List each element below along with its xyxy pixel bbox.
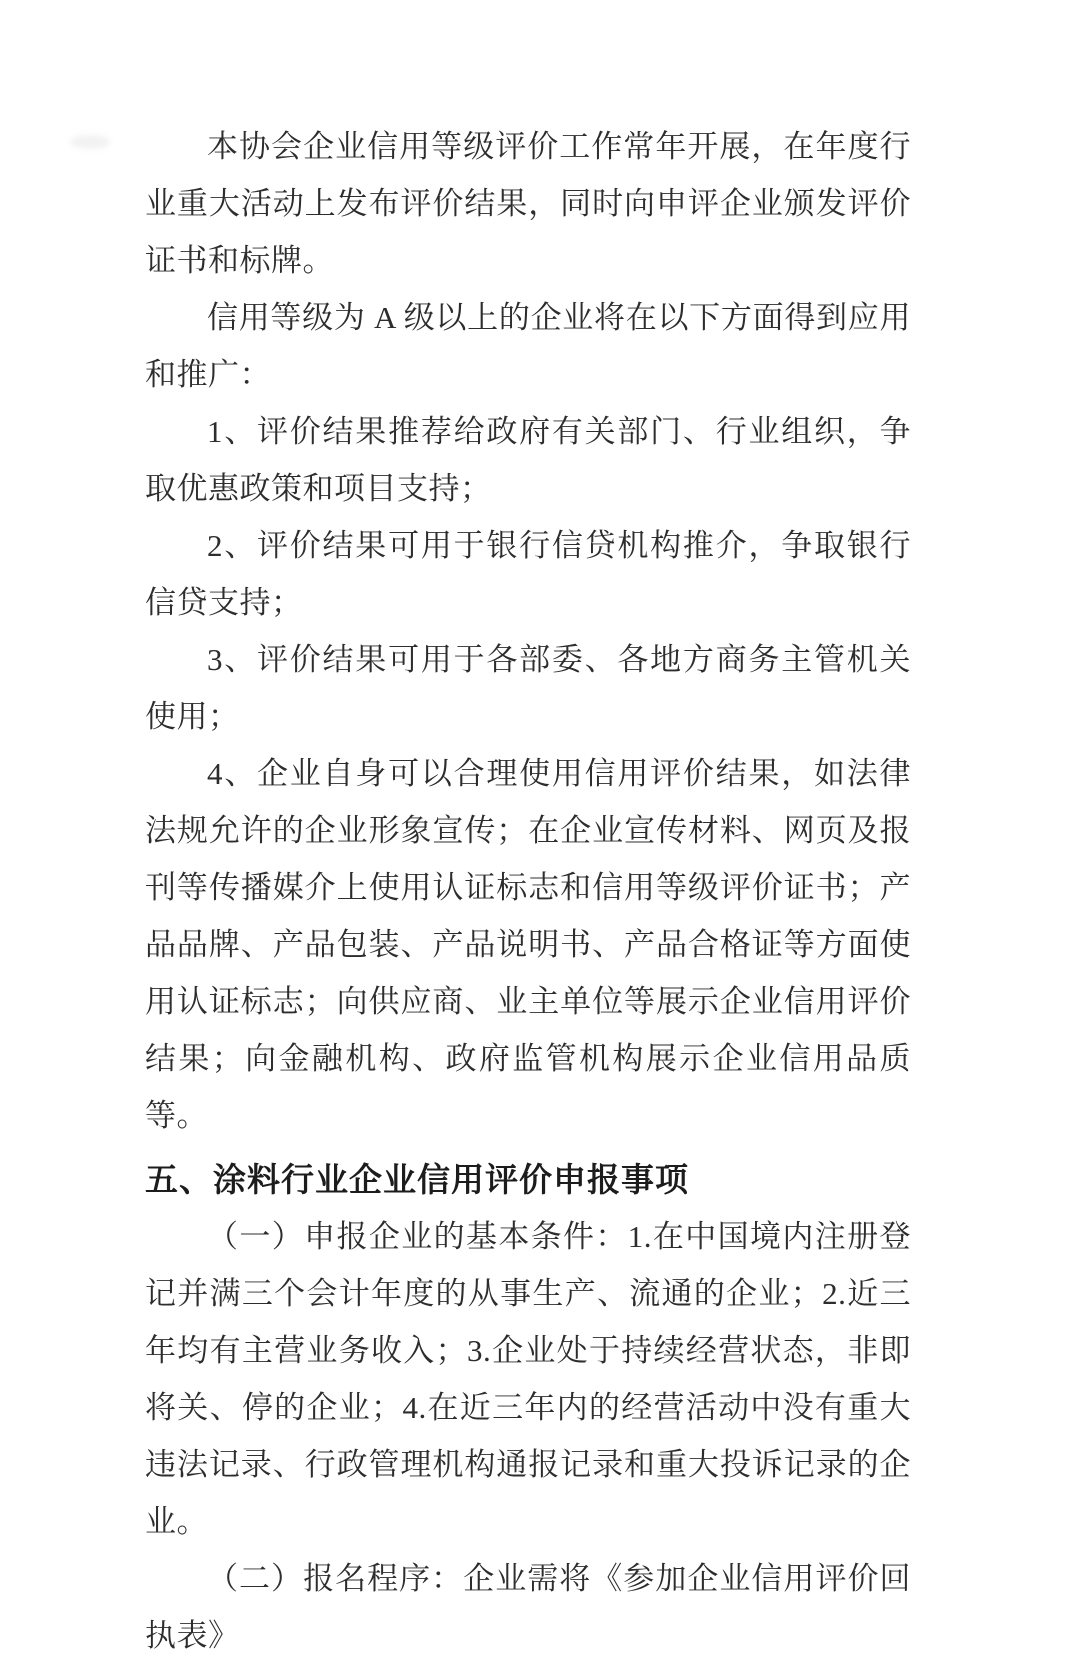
paragraph: 1、评价结果推荐给政府有关部门、行业组织，争取优惠政策和项目支持； bbox=[145, 414, 911, 506]
paragraph: （二）报名程序：企业需将《参加企业信用评价回执表》 bbox=[145, 1561, 911, 1653]
paragraph: 2、评价结果可用于银行信贷机构推介，争取银行信贷支持； bbox=[145, 528, 911, 620]
paragraph: 3、评价结果可用于各部委、各地方商务主管机关使用； bbox=[145, 642, 911, 734]
section-heading: 五、涂料行业企业信用评价申报事项 bbox=[145, 1161, 689, 1198]
paragraph: （一）申报企业的基本条件：1.在中国境内注册登记并满三个会计年度的从事生产、流通的企业；2.近三年均有主营业务收入；3.企业处于持续经营状态，非即将关、停的企业；4.在近三年内的经营活动中没有重大违法记录、行政管理机构通报记录和重大投诉记录的企业。 bbox=[145, 1219, 911, 1539]
scan-artifact bbox=[70, 135, 110, 149]
paragraph: 信用等级为 A 级以上的企业将在以下方面得到应用和推广： bbox=[145, 300, 911, 392]
paragraph: 本协会企业信用等级评价工作常年开展，在年度行业重大活动上发布评价结果，同时向申评企业颁发评价证书和标牌。 bbox=[145, 129, 911, 278]
document-body bbox=[145, 118, 911, 1664]
paragraph: 4、企业自身可以合理使用信用评价结果，如法律法规允许的企业形象宣传；在企业宣传材料、网页及报刊等传播媒介上使用认证标志和信用等级评价证书；产品品牌、产品包装、产品说明书、产品合格证等方面使用认证标志；向供应商、业主单位等展示企业信用评价结果；向金融机构、政府监管机构展示企业信用品质等。 bbox=[145, 756, 911, 1133]
